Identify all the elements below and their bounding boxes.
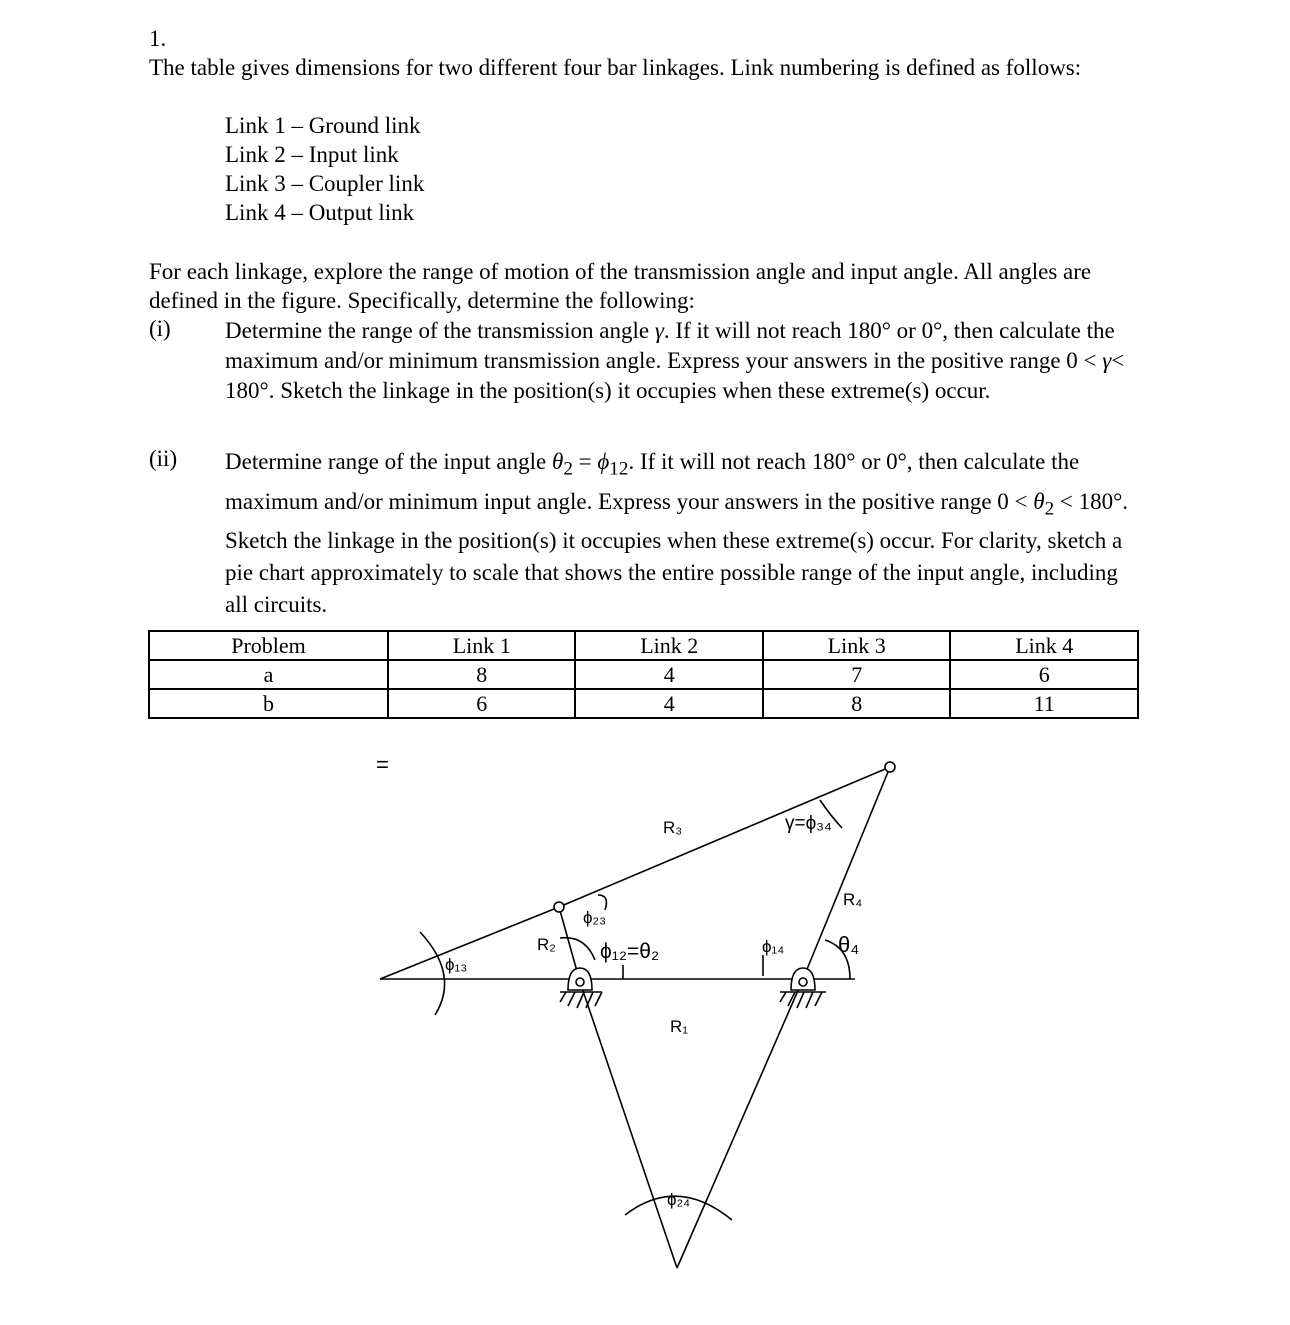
joint-a	[554, 902, 564, 912]
item-i-label: (i)	[149, 316, 171, 341]
link-r2-extension	[580, 982, 677, 1268]
label-phi14: ϕ₁₄	[762, 937, 785, 956]
theta-symbol-2: θ	[1033, 488, 1045, 514]
item-i-part-b: . If it will not reach 180° or 0°, then calculate the maximum and/or minimum transmission angle. Express your answers in the positive range 0 <	[225, 318, 1115, 373]
label-phi24: ϕ₂₄	[667, 1190, 691, 1209]
link-definition-3: Link 3 – Coupler link	[225, 171, 425, 196]
arc-phi13	[420, 932, 445, 1015]
label-theta4: θ₄	[838, 932, 860, 957]
theta-subscript: 2	[563, 458, 573, 480]
phi-subscript: 12	[609, 458, 629, 480]
table-cell: 8	[763, 689, 950, 718]
table-cell: 11	[950, 689, 1138, 718]
label-phi13: ϕ₁₃	[445, 955, 468, 974]
table-cell: b	[149, 689, 388, 718]
link-definition-1: Link 1 – Ground link	[225, 113, 421, 138]
joint-b	[885, 762, 895, 772]
item-ii-part-c: < 180°. Sketch the linkage in the position(s) it occupies when these extreme(s) occur. For clarity, sketch a pie chart approximately to scale that shows the entire possible range of the input angle, including all circuits.	[225, 488, 1129, 618]
theta-symbol: θ	[552, 449, 564, 474]
table-cell: 6	[950, 660, 1138, 689]
label-gamma: γ=ϕ₃₄	[785, 813, 832, 834]
label-r2: R₂	[537, 935, 556, 954]
explore-paragraph: For each linkage, explore the range of motion of the transmission angle and input angle. All angles are defined in the figure. Specifically, determine the following:	[149, 259, 1092, 313]
table-header: Link 1	[388, 631, 575, 660]
table-cell: 4	[575, 689, 762, 718]
label-phi12: ϕ₁₂=θ₂	[600, 940, 660, 963]
label-r4: R₄	[843, 890, 863, 909]
table-header: Link 3	[763, 631, 950, 660]
table-cell: 6	[388, 689, 575, 718]
table-header: Link 4	[950, 631, 1138, 660]
ground-pivot-right	[780, 968, 826, 1008]
item-i-part-a: Determine the range of the transmission angle	[225, 318, 655, 343]
table-header: Problem	[149, 631, 388, 660]
item-ii-part-a: Determine range of the input angle	[225, 449, 552, 474]
item-ii-label: (ii)	[149, 446, 178, 471]
table-cell: 7	[763, 660, 950, 689]
gamma-symbol: γ	[654, 318, 664, 343]
label-r3: R₃	[663, 818, 683, 837]
phi-symbol: ϕ	[597, 449, 610, 474]
label-r1: R₁	[670, 1017, 689, 1036]
item-i-part-c: < 180°. Sketch the linkage in the position(s) it occupies when these extreme(s) occur.	[225, 348, 1125, 403]
theta-subscript-2: 2	[1044, 498, 1055, 520]
arc-r2-angle	[560, 938, 595, 960]
link-definition-2: Link 2 – Input link	[225, 142, 399, 167]
gamma-symbol-2: γ	[1102, 348, 1112, 373]
link-r4-extension	[677, 979, 803, 1268]
table-cell: 4	[575, 660, 762, 689]
table-header: Link 2	[575, 631, 762, 660]
label-phi23: ϕ₂₃	[583, 908, 607, 927]
problem-number: 1.	[149, 26, 167, 51]
item-ii-part-b: . If it will not reach 180° or 0°, then calculate the maximum and/or minimum input angle. Express your answers in the positive range 0 <	[225, 449, 1080, 514]
link-definition-4: Link 4 – Output link	[225, 200, 415, 225]
coupler-extension	[380, 907, 559, 979]
table-cell: 8	[388, 660, 575, 689]
equals-mark: =	[376, 752, 389, 777]
problem-intro: The table gives dimensions for two different four bar linkages. Link numbering is defined as follows:	[149, 55, 1082, 80]
ground-pivot-left	[560, 968, 602, 1008]
equals-sign: =	[572, 449, 598, 474]
table-cell: a	[149, 660, 388, 689]
